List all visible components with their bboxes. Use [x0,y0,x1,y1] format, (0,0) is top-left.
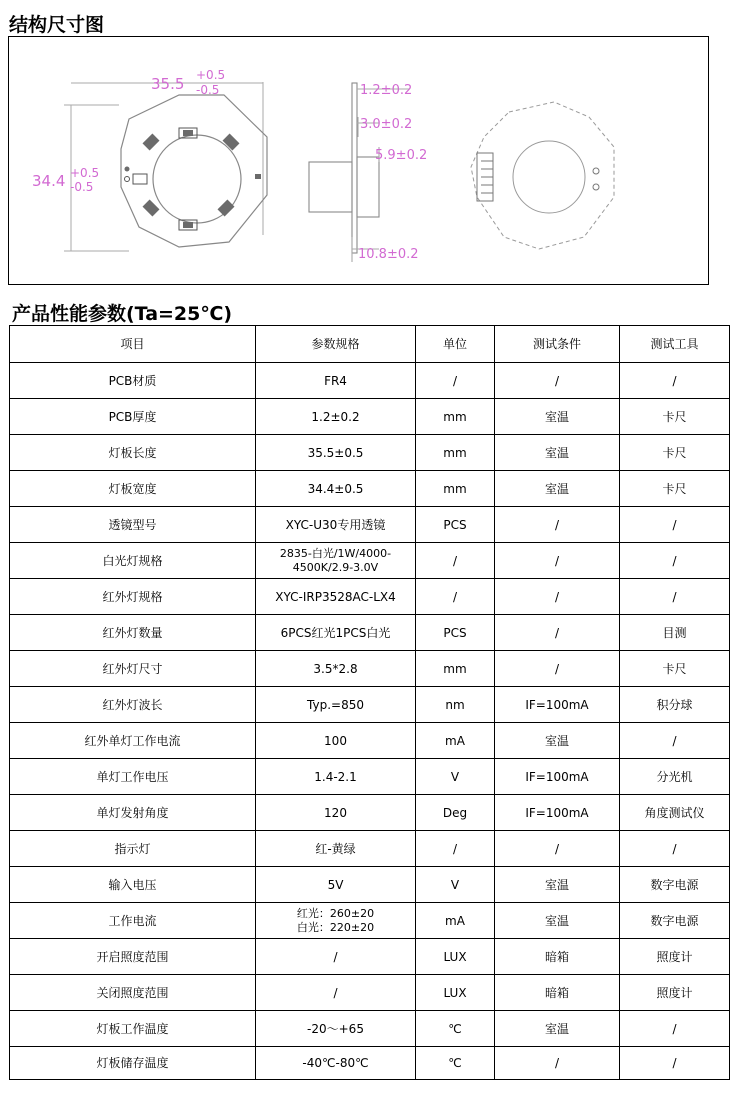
cell-spec-line: 白光：220±20 [296,920,375,934]
cell-condition: 室温 [495,867,620,903]
cell-spec-line: 34.4±0.5 [307,481,364,496]
cell-spec [256,615,416,651]
cell-unit: mA [416,903,495,939]
cell-spec [256,795,416,831]
header-unit: 单位 [416,326,495,363]
side-view [309,83,409,262]
table-row [10,435,730,471]
header-tool: 测试工具 [620,326,730,363]
cell-item: 灯板储存温度 [10,1047,256,1080]
thickness-dimension: 1.2±0.2 [360,83,413,98]
dim-5-9: 5.9±0.2 [375,148,428,163]
structure-drawing [8,36,709,285]
cell-unit: / [416,579,495,615]
cell-unit: LUX [416,975,495,1011]
cell-spec-line: / [333,949,338,964]
cell-item: 单灯工作电压 [10,759,256,795]
cell-condition: IF=100mA [495,687,620,723]
cell-unit: mm [416,651,495,687]
cell-condition: 室温 [495,903,620,939]
length-tol-minus: -0.5 [196,83,220,97]
cell-unit: V [416,759,495,795]
cell-tool: 卡尺 [620,471,730,507]
cell-condition: / [495,1047,620,1080]
dim-3-0: 3.0±0.2 [360,117,413,132]
cell-condition: 暗箱 [495,939,620,975]
cell-unit: ℃ [416,1011,495,1047]
cell-spec [256,507,416,543]
cell-tool: 数字电源 [620,867,730,903]
cell-item: 灯板宽度 [10,471,256,507]
header-item: 项目 [10,326,256,363]
cell-condition: / [495,579,620,615]
cell-spec [256,1011,416,1047]
cell-tool: / [620,363,730,399]
cell-spec [256,759,416,795]
width-tol-plus: +0.5 [70,166,100,180]
cell-unit: nm [416,687,495,723]
cell-spec [256,687,416,723]
table-row [10,543,730,579]
table-row [10,1011,730,1047]
cell-tool: 角度测试仪 [620,795,730,831]
cell-tool: / [620,831,730,867]
cell-unit: ℃ [416,1047,495,1080]
cell-spec [256,399,416,435]
cell-condition: 室温 [495,399,620,435]
cell-tool: / [620,723,730,759]
cell-item: 灯板长度 [10,435,256,471]
table-row [10,579,730,615]
cell-item: 红外单灯工作电流 [10,723,256,759]
cell-spec [256,1047,416,1080]
cell-spec [256,579,416,615]
cell-condition: 室温 [495,723,620,759]
cell-item: PCB材质 [10,363,256,399]
cell-spec [256,651,416,687]
cell-unit: LUX [416,939,495,975]
cell-unit: Deg [416,795,495,831]
cell-condition: / [495,507,620,543]
cell-item: 工作电流 [10,903,256,939]
width-dimension: 34.4 [32,172,66,190]
cell-spec-line: FR4 [324,373,347,388]
table-row [10,1047,730,1080]
cell-spec-line: 1.2±0.2 [311,409,360,424]
table-row [10,363,730,399]
cell-spec [256,939,416,975]
cell-item: 红外灯波长 [10,687,256,723]
cell-item: 红外灯数量 [10,615,256,651]
cell-condition: / [495,543,620,579]
cell-tool: / [620,1011,730,1047]
structure-dimension-title: 结构尺寸图 [9,14,105,36]
cell-spec [256,903,416,939]
cell-spec-line: 1.4-2.1 [314,769,357,784]
table-row [10,687,730,723]
cell-spec [256,543,416,579]
table-row [10,831,730,867]
cell-condition: / [495,363,620,399]
header-spec: 参数规格 [256,326,416,363]
cell-condition: 室温 [495,1011,620,1047]
cell-spec-line: 100 [324,733,347,748]
dim-10-8: 10.8±0.2 [358,247,419,262]
cell-condition: IF=100mA [495,795,620,831]
cell-item: PCB厚度 [10,399,256,435]
cell-spec-line: -20～+65 [307,1021,364,1036]
cell-spec-line: 3.5*2.8 [313,661,358,676]
cell-item: 输入电压 [10,867,256,903]
cell-tool: / [620,507,730,543]
table-row [10,903,730,939]
cell-item: 红外灯规格 [10,579,256,615]
cell-tool: 卡尺 [620,435,730,471]
cell-item: 关闭照度范围 [10,975,256,1011]
cell-tool: 分光机 [620,759,730,795]
cell-spec [256,867,416,903]
cell-unit: PCS [416,507,495,543]
cell-spec-line: 5V [327,877,344,892]
cell-unit: / [416,543,495,579]
cell-spec [256,363,416,399]
cell-tool: / [620,543,730,579]
table-row [10,975,730,1011]
cell-spec [256,435,416,471]
cell-spec-line: 120 [324,805,347,820]
cell-item: 白光灯规格 [10,543,256,579]
cell-tool: 卡尺 [620,399,730,435]
cell-unit: / [416,363,495,399]
cell-item: 指示灯 [10,831,256,867]
table-header-row [10,326,730,363]
cell-item: 红外灯尺寸 [10,651,256,687]
cell-unit: / [416,831,495,867]
cell-tool: 数字电源 [620,903,730,939]
table-body [10,363,730,1080]
table-row [10,651,730,687]
cell-item: 开启照度范围 [10,939,256,975]
cell-tool: 照度计 [620,975,730,1011]
cell-spec [256,831,416,867]
cell-spec [256,471,416,507]
cell-condition: / [495,831,620,867]
cell-item: 单灯发射角度 [10,795,256,831]
cell-spec-line: -40℃-80℃ [302,1056,369,1070]
length-dimension: 35.5 [151,75,185,93]
cell-condition: / [495,651,620,687]
cell-unit: mm [416,471,495,507]
cell-unit: PCS [416,615,495,651]
table-row [10,615,730,651]
cell-spec-line: 红-黄绿 [315,841,356,856]
cell-spec-line: Typ.=850 [307,697,364,712]
performance-params-title: 产品性能参数(Ta=25℃) [12,303,233,325]
cell-spec-line: 35.5±0.5 [307,445,364,460]
cell-spec-line: 红光：260±20 [296,906,375,920]
table-row [10,795,730,831]
cell-spec-line: XYC-U30专用透镜 [285,517,386,532]
cell-spec-line: XYC-IRP3528AC-LX4 [275,589,396,604]
cell-unit: V [416,867,495,903]
cell-tool: 照度计 [620,939,730,975]
table-row [10,471,730,507]
cell-item: 灯板工作温度 [10,1011,256,1047]
cell-condition: IF=100mA [495,759,620,795]
cell-unit: mA [416,723,495,759]
table-row [10,399,730,435]
cell-spec-line: 2835-白光/1W/4000- [279,546,392,560]
table-row [10,723,730,759]
cell-tool: / [620,579,730,615]
back-view [471,102,614,249]
cell-spec-line: 4500K/2.9-3.0V [292,560,379,574]
cell-tool: 卡尺 [620,651,730,687]
cell-unit: mm [416,399,495,435]
cell-spec-line: 6PCS红光1PCS白光 [280,625,391,640]
spec-table [9,325,730,1080]
cell-unit: mm [416,435,495,471]
cell-tool: 积分球 [620,687,730,723]
cell-condition: 暗箱 [495,975,620,1011]
length-tol-plus: +0.5 [196,68,226,82]
cell-spec [256,723,416,759]
cell-condition: 室温 [495,471,620,507]
cell-spec [256,975,416,1011]
cell-condition: / [495,615,620,651]
table-row [10,507,730,543]
cell-item: 透镜型号 [10,507,256,543]
cell-condition: 室温 [495,435,620,471]
cell-tool: / [620,1047,730,1080]
table-row [10,759,730,795]
header-condition: 测试条件 [495,326,620,363]
cell-tool: 目测 [620,615,730,651]
cell-spec-line: / [333,985,338,1000]
width-tol-minus: -0.5 [70,180,94,194]
table-row [10,939,730,975]
table-row [10,867,730,903]
